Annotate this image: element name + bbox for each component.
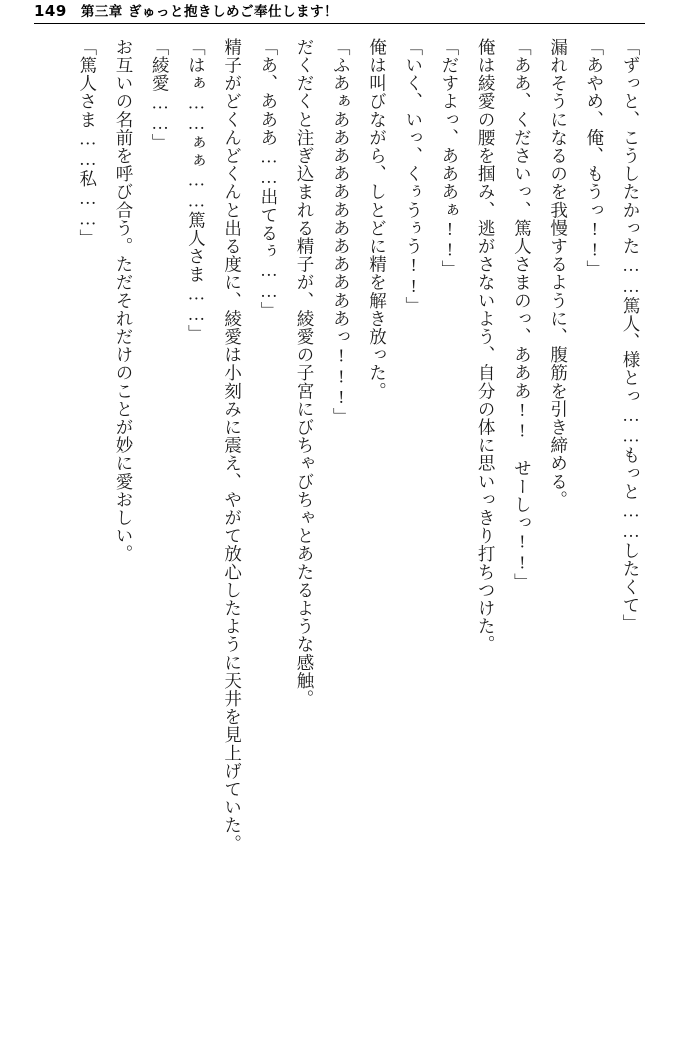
paragraph: 「いく、いっ、くぅうぅう!!」 [403, 38, 424, 315]
vertical-text-column [30, 38, 649, 1032]
paragraph: 「ずっと、こうしたかった……篤人、様とっ……もっと……したくて」 [621, 38, 641, 633]
page-body [30, 38, 649, 1032]
paragraph: 俺は綾愛の腰を掴み、逃がさないよう、自分の体に思いっきり打ちつけた。 [476, 38, 497, 654]
paragraph: 「篤人さま……私……」 [77, 38, 98, 248]
paragraph: 「ふあぁああああああああああああっ!!!」 [331, 38, 352, 426]
paragraph: 「綾愛……」 [150, 38, 171, 152]
paragraph: だくだくと注ぎ込まれる精子が、綾愛の子宮にびちゃびちゃとあたるような感触。 [295, 38, 316, 708]
paragraph: お互いの名前を呼び合う。ただそれだけのことが妙に愛おしい。 [113, 38, 134, 563]
page-header [0, 0, 679, 30]
paragraph: 「あやめ、俺、もうっ!!」 [584, 38, 605, 279]
paragraph: 漏れそうになるのを我慢するように、腹筋を引き締める。 [548, 38, 569, 509]
page-number: 149 [34, 2, 67, 20]
chapter-title: 第三章 ぎゅっと抱きしめご奉仕します！ [80, 4, 339, 20]
paragraph: 「だすよっ、あああぁ!!」 [439, 38, 460, 279]
paragraph: 「あ、あああ……出てるぅ……」 [258, 38, 279, 320]
header-divider [34, 23, 645, 24]
paragraph: 俺は叫びながら、しとどに精を解き放った。 [367, 38, 388, 400]
paragraph: 「ああ、くださいっ、篤人さまのっ、あああ!! せーしっ!!」 [512, 38, 533, 591]
paragraph: 精子がどくんどくんと出る度に、綾愛は小刻みに震え、やがて放心したように天井を見上げていた。 [222, 38, 243, 853]
page-header-inner [34, 0, 338, 20]
paragraph: 「はぁ……ぁぁ……篤人さま……」 [186, 38, 207, 343]
